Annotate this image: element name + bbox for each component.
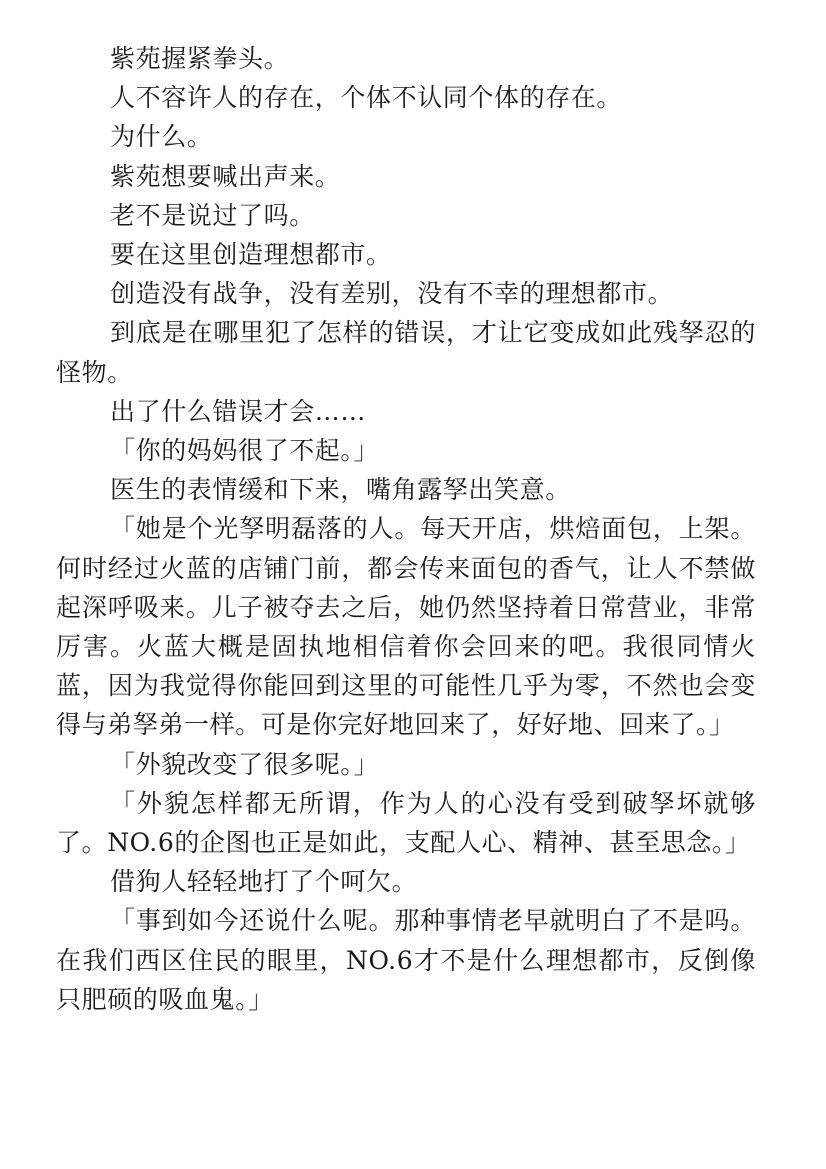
- dialogue-paragraph: 「事到如今还说什么呢。那种事情老早就明白了不是吗。在我们西区住民的眼里，NO.6才不是什么理想都市，反倒像只肥硕的吸血鬼。」: [56, 906, 756, 1014]
- dialogue-paragraph: 「外貌怎样都无所谓，作为人的心没有受到破孥坏就够了。NO.6的企图也正是如此，支配人心、精神、甚至思念。」: [56, 788, 756, 858]
- dialogue-paragraph: 「外貌改变了很多呢。」: [110, 749, 380, 779]
- paragraph: 人不容许人的存在，个体不认同个体的存在。: [110, 83, 623, 113]
- paragraph: 要在这里创造理想都市。: [110, 240, 392, 270]
- dialogue-paragraph: 「你的妈妈很了不起。」: [110, 436, 380, 466]
- paragraph: 医生的表情缓和下来，嘴角露孥出笑意。: [110, 475, 571, 505]
- novel-page: [56, 39, 756, 1019]
- paragraph: 到底是在哪里犯了怎样的错误，才让它变成如此残孥忍的怪物。: [56, 318, 756, 387]
- dialogue-paragraph: 「她是个光孥明磊落的人。每天开店，烘焙面包，上架。何时经过火蓝的店铺门前，都会传来面包的香气，让人不禁做起深呼吸来。儿子被夺去之后，她仍然坚持着日常营业，非常厉害。火蓝大概是固执地相信着你会回来的吧。我很同情火蓝，因为我觉得你能回到这里的可能性几乎为零，不然也会变得与弟孥弟一样。可是你完好地回来了，好好地、回来了。」: [56, 514, 756, 740]
- paragraph: 紫苑握紧拳头。: [110, 44, 290, 73]
- paragraph: 老不是说过了吗。: [110, 200, 315, 230]
- paragraph: 借狗人轻轻地打了个呵欠。: [110, 867, 418, 897]
- paragraph: 出了什么错误才会……: [110, 396, 367, 426]
- paragraph: 紫苑想要喊出声来。: [110, 161, 341, 191]
- paragraph: 创造没有战争，没有差别，没有不幸的理想都市。: [110, 279, 674, 309]
- paragraph: 为什么。: [110, 122, 213, 152]
